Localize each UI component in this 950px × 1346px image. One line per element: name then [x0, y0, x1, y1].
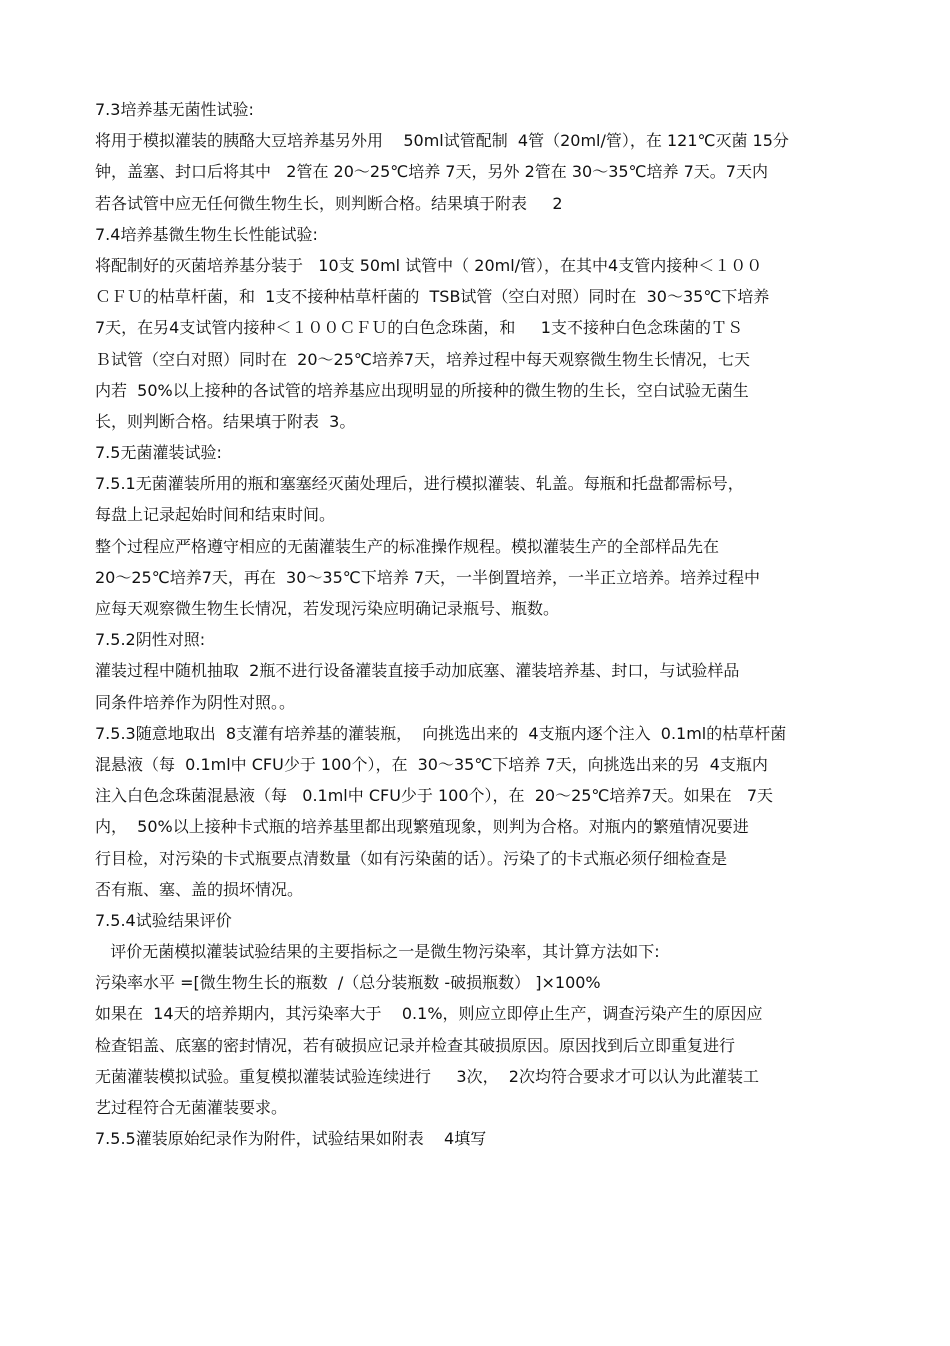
text-line: 20～25℃培养7天，再在 30～35℃下培养 7天，一半倒置培养，一半正立培养。培养过程中 [95, 567, 760, 587]
document-body [95, 94, 865, 1154]
text-line: 将用于模拟灌装的胰酪大豆培养基另外用 50ml试管配制 4管（20ml/管），在 121℃灭菌 15分 [95, 131, 789, 151]
text-line: 检查铝盖、底塞的密封情况，若有破损应记录并检查其破损原因。原因找到后立即重复进行 [95, 1035, 736, 1055]
text-line: 艺过程符合无菌灌装要求。 [95, 1098, 288, 1117]
text-line: 7.5无菌灌装试验: [95, 443, 222, 463]
text-line: 注入白色念珠菌混悬液（每 0.1ml中 CFU少于 100个），在 20～25℃培养7天。如果在 7天 [95, 786, 774, 806]
text-line: 否有瓶、塞、盖的损坏情况。 [95, 879, 304, 899]
text-line: 每盘上记录起始时间和结束时间。 [95, 505, 336, 525]
text-line: 同条件培养作为阴性对照。。 [95, 692, 296, 712]
text-line: 内若 50%以上接种的各试管的培养基应出现明显的所接种的微生物的生长，空白试验无菌生 [95, 380, 749, 400]
text-line: 评价无菌模拟灌装试验结果的主要指标之一是微生物污染率，其计算方法如下: [95, 942, 660, 962]
text-line: 7天，在另4支试管内接种＜１００ＣＦＵ的白色念珠菌，和 1支不接种白色念珠菌的ＴＳ [95, 318, 743, 338]
text-line: 灌装过程中随机抽取 2瓶不进行设备灌装直接手动加底塞、灌装培养基、封口，与试验样品 [95, 661, 740, 681]
text-line: 7.5.4试验结果评价 [95, 910, 232, 930]
text-line: 7.5.5灌装原始纪录作为附件，试验结果如附表 4填写 [95, 1129, 487, 1149]
text-line: 长，则判断合格。结果填于附表 3。 [95, 411, 356, 431]
text-line: 将配制好的灭菌培养基分装于 10支 50ml 试管中（ 20ml/管），在其中4支管内接种＜１００ [95, 255, 763, 275]
text-line: 污染率水平 =[微生物生长的瓶数 /（总分装瓶数 -破损瓶数） ]×100% [95, 973, 601, 993]
text-line: 若各试管中应无任何微生物生长，则判断合格。结果填于附表 2 [95, 193, 563, 213]
text-line: 如果在 14天的培养期内，其污染率大于 0.1%，则应立即停止生产，调查污染产生的原因应 [95, 1004, 763, 1024]
text-line: 整个过程应严格遵守相应的无菌灌装生产的标准操作规程。模拟灌装生产的全部样品先在 [95, 536, 720, 556]
text-line: 7.5.1无菌灌装所用的瓶和塞塞经灭菌处理后，进行模拟灌装、轧盖。每瓶和托盘都需标号， [95, 474, 744, 494]
text-line: Ｂ试管（空白对照）同时在 20～25℃培养7天，培养过程中每天观察微生物生长情况，七天 [95, 349, 751, 369]
text-line: 7.5.2阴性对照: [95, 630, 206, 650]
text-line: 无菌灌装模拟试验。重复模拟灌装试验连续进行 3次， 2次均符合要求才可以认为此灌装工 [95, 1066, 759, 1086]
text-line: 7.4培养基微生物生长性能试验: [95, 224, 318, 244]
text-line: 应每天观察微生物生长情况，若发现污染应明确记录瓶号、瓶数。 [95, 599, 560, 618]
text-line: 7.5.3随意地取出 8支灌有培养基的灌装瓶， 向挑选出来的 4支瓶内逐个注入 0.1ml的枯草杆菌 [95, 723, 787, 743]
text-line: ＣＦＵ的枯草杆菌，和 1支不接种枯草杆菌的 TSB试管（空白对照）同时在 30～35℃下培养 [95, 287, 770, 307]
text-line: 内， 50%以上接种卡式瓶的培养基里都出现繁殖现象，则判为合格。对瓶内的繁殖情况要进 [95, 817, 749, 837]
text-line: 混悬液（每 0.1ml中 CFU少于 100个），在 30～35℃下培养 7天，向挑选出来的另 4支瓶内 [95, 754, 768, 774]
text-line: 行目检，对污染的卡式瓶要点清数量（如有污染菌的话）。污染了的卡式瓶必须仔细检查是 [95, 848, 728, 868]
text-line: 钟，盖塞、封口后将其中 2管在 20～25℃培养 7天，另外 2管在 30～35℃培养 7天。7天内 [95, 162, 768, 182]
text-line: 7.3培养基无菌性试验: [95, 100, 254, 119]
